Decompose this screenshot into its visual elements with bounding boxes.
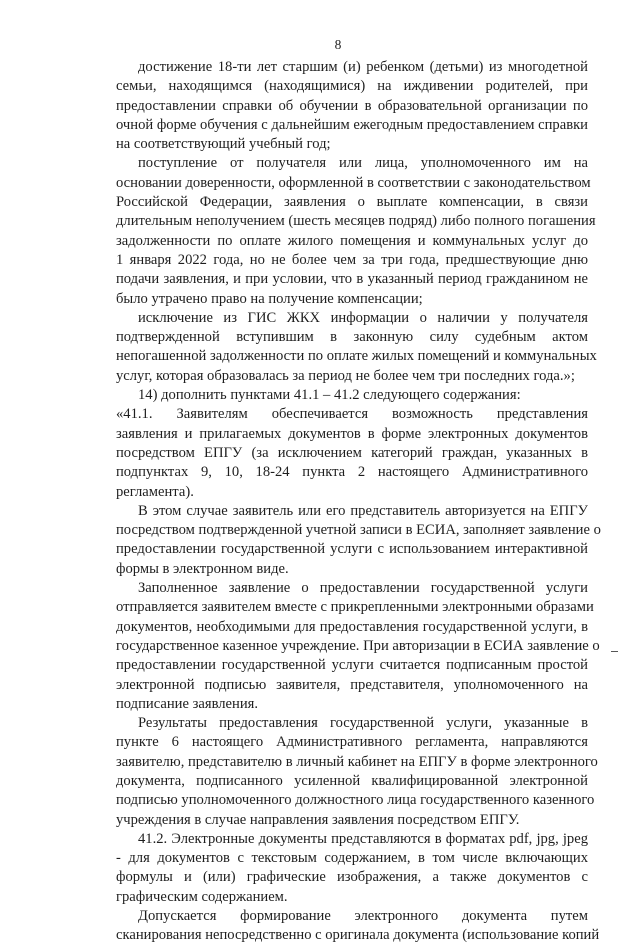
text-line: 14) дополнить пунктами 41.1 – 41.2 следующего содержания:: [138, 387, 521, 404]
text-line: посредством ЕПГУ (за исключением категорий граждан, указанных в: [116, 444, 588, 461]
text-line: предоставлении государственной услуги считается подписанным простой: [116, 657, 588, 674]
text-line: подпунктах 9, 10, 18-24 пункта 2 настоящего Административного: [116, 464, 588, 481]
text-line: непогашенной задолженности по оплате жилых помещений и коммунальных: [116, 348, 597, 365]
text-line: заявления и прилагаемых документов в форме электронных документов: [116, 425, 588, 442]
text-line: «41.1. Заявителям обеспечивается возможность представления: [116, 406, 588, 423]
text-line: регламента).: [116, 483, 194, 500]
text-line: сканирования непосредственно с оригинала документа (использование копий: [116, 927, 600, 944]
text-line: посредством подтвержденной учетной записи в ЕСИА, заполняет заявление о: [116, 522, 601, 539]
text-line: Российской Федерации, заявления о выплате компенсации, в связи: [116, 194, 588, 211]
text-line: поступление от получателя или лица, уполномоченного им на: [138, 155, 588, 172]
text-line: основании доверенности, оформленной в соответствии с законодательством: [116, 174, 591, 191]
margin-mark: [611, 651, 618, 652]
text-line: предоставлении государственной услуги с использованием интерактивной: [116, 541, 588, 558]
text-line: Допускается формирование электронного документа путем: [138, 908, 588, 925]
text-line: электронной подписью заявителя, представителя, уполномоченного на: [116, 676, 588, 693]
text-line: достижение 18-ти лет старшим (и) ребенком (детьми) из многодетной: [138, 59, 588, 75]
text-line: формулы и (или) графические изображения, а также документов с: [116, 869, 588, 886]
text-line: В этом случае заявитель или его представитель авторизуется на ЕПГУ: [138, 502, 588, 519]
text-line: подтвержденной вступившим в законную силу судебным актом: [116, 329, 588, 346]
text-line: подписью уполномоченного должностного лица государственного казенного: [116, 792, 595, 809]
text-line: очной форме обучения с дальнейшим ежегодным предоставлением справки: [116, 116, 588, 133]
text-line: формы в электронном виде.: [116, 560, 289, 577]
text-line: исключение из ГИС ЖКХ информации о наличии у получателя: [138, 309, 588, 326]
text-line: документов, необходимыми для предоставления государственной услуги, в: [116, 618, 588, 635]
text-line: было утрачено право на получение компенсации;: [116, 290, 423, 307]
document-body: [116, 58, 601, 946]
text-line: задолженности по оплате жилого помещения и коммунальных услуг до: [116, 232, 588, 249]
text-line: Заполненное заявление о предоставлении государственной услуги: [138, 580, 588, 597]
text-line: подписание заявления.: [116, 695, 259, 712]
text-line: предоставлении справки об обучении в образовательной организации по: [116, 97, 588, 114]
text-line: семьи, находящимся (находящимися) на иждивении родителей, при: [116, 78, 588, 95]
text-line: Результаты предоставления государственной услуги, указанные в: [138, 715, 588, 732]
text-line: заявителю, представителю в личный кабинет на ЕПГУ в форме электронного: [116, 753, 598, 770]
text-line: длительным неполучением (шесть месяцев подряд) либо полного погашения: [116, 213, 596, 230]
text-line: отправляется заявителем вместе с прикрепленными электронными образами: [116, 599, 594, 616]
text-line: 1 января 2022 года, но не более чем за три года, предшествующие дню: [116, 251, 588, 268]
text-line: пункте 6 настоящего Административного регламента, направляются: [116, 734, 588, 751]
text-line: государственное казенное учреждение. При авторизации в ЕСИА заявление о: [116, 637, 600, 654]
text-line: на соответствующий учебный год;: [116, 136, 331, 153]
text-line: подачи заявления, и при условии, что в указанный период гражданином не: [116, 271, 588, 288]
text-line: учреждения в случае направления заявления посредством ЕПГУ.: [116, 811, 520, 828]
text-line: документа, подписанного усиленной квалифицированной электронной: [116, 772, 588, 789]
text-line: 41.2. Электронные документы представляются в форматах pdf, jpg, jpeg: [138, 830, 588, 847]
text-line: - для документов с текстовым содержанием, в том числе включающих: [116, 850, 588, 867]
page-number: 8: [334, 37, 342, 52]
text-line: графическим содержанием.: [116, 888, 288, 905]
text-line: услуг, которая образовалась за период не более чем три последних года.»;: [116, 367, 575, 384]
